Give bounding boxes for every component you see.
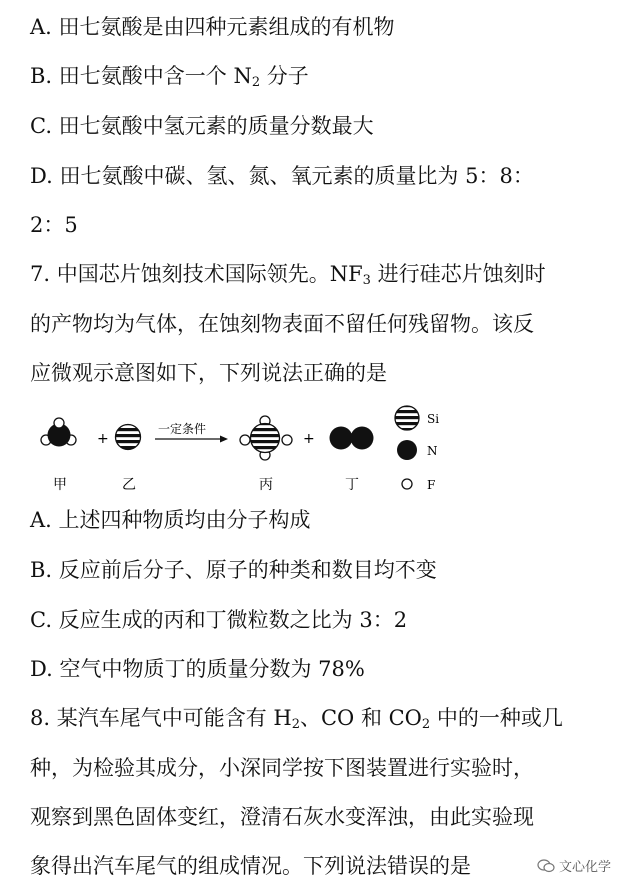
legend-n-symbol: [397, 440, 417, 460]
q7-stem-line2: 的产物均为气体，在蚀刻物表面不留任何残留物。该反: [30, 312, 534, 336]
q8-stem-line4: 象得出汽车尾气的组成情况。下列说法错误的是: [30, 854, 471, 878]
q7-option-d: D. 空气中物质丁的质量分数为 78%: [30, 657, 365, 681]
legend-n-label: N: [427, 444, 438, 458]
molecule-yi: [116, 425, 141, 450]
watermark-text: 文心化学: [558, 860, 611, 875]
q8-stem-line2: 种，为检验其成分，小深同学按下图装置进行实验时，: [30, 756, 534, 780]
molecule-ding: [330, 427, 374, 450]
q8-stem-line3: 观察到黑色固体变红，澄清石灰水变浑浊，由此实验现: [30, 805, 534, 829]
q6-option-b: B. 田七氨酸中含一个 $N_2$ 分子: [30, 64, 309, 90]
q8-stem-line1: 8. 某汽车尾气中可能含有 $H_2$、CO 和 $CO_2$ 中的一种或几: [30, 706, 563, 732]
q6-option-d: D. 田七氨酸中碳、氢、氮、氧元素的质量比为 5：8：: [30, 164, 534, 188]
q6-option-a: A. 田七氨酸是由四种元素组成的有机物: [30, 15, 395, 39]
label-bing: 丙: [259, 477, 273, 493]
chat-bubble-icon: [537, 859, 555, 873]
legend-si-label: Si: [427, 412, 440, 426]
reaction-condition: 一定条件: [158, 422, 207, 436]
plus-sign-2: +: [303, 431, 315, 447]
label-yi: 乙: [122, 477, 136, 493]
legend-si-symbol: [395, 406, 419, 430]
molecule-jia: [41, 418, 76, 447]
reaction-diagram: [0, 398, 629, 498]
watermark: [535, 856, 613, 875]
legend-f-symbol: [402, 479, 412, 489]
q7-option-b: B. 反应前后分子、原子的种类和数目均不变: [30, 558, 437, 582]
q7-stem-line3: 应微观示意图如下，下列说法正确的是: [30, 361, 387, 385]
q7-stem-line1: 7. 中国芯片蚀刻技术国际领先。$NF_3$ 进行硅芯片蚀刻时: [30, 262, 546, 288]
q7-option-c: C. 反应生成的丙和丁微粒数之比为 3：2: [30, 608, 408, 632]
legend: [395, 406, 439, 492]
q6-option-c: C. 田七氨酸中氢元素的质量分数最大: [30, 114, 374, 138]
legend-f-label: F: [427, 478, 436, 492]
label-ding: 丁: [345, 477, 359, 493]
plus-sign-1: +: [97, 431, 109, 447]
q7-option-a: A. 上述四种物质均由分子构成: [30, 508, 311, 532]
q6-option-d-continued: 2：5: [30, 213, 78, 237]
reaction-arrow: [155, 436, 228, 443]
label-jia: 甲: [53, 477, 67, 493]
molecule-bing: [240, 416, 292, 460]
